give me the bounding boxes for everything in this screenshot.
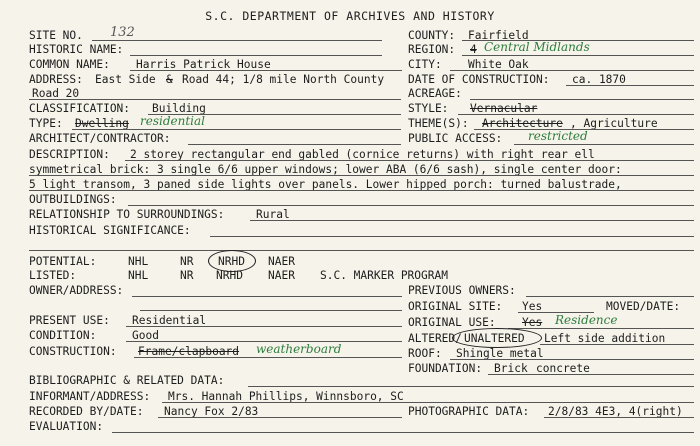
city-value: White Oak: [468, 58, 529, 71]
owner-address-line-2: [140, 310, 402, 311]
historical-significance-line-1: [210, 236, 694, 237]
card-header: S.C. DEPARTMENT OF ARCHIVES AND HISTORY: [205, 9, 495, 23]
style-line: [458, 114, 694, 115]
relationship-value: Rural: [256, 208, 290, 221]
region-hand-value: Central Midlands: [484, 40, 590, 54]
construction-struck-value: Frame/clapboard: [138, 345, 240, 358]
description-line-2: symmetrical brick: 3 single 6/6 upper windows; lower ABA (6/6 sash), single center door:: [29, 163, 622, 176]
foundation-label: FOUNDATION:: [408, 362, 483, 375]
construction-label: CONSTRUCTION:: [29, 345, 117, 358]
owner-address-label: OWNER/ADDRESS:: [29, 284, 124, 297]
sc-marker-label: S.C. MARKER PROGRAM: [320, 269, 448, 282]
site-no-line: [92, 40, 382, 41]
potential-nrhd: NRHD: [218, 255, 245, 268]
description-rule-2: [29, 175, 694, 176]
potential-label: POTENTIAL:: [29, 255, 97, 268]
outbuildings-line: [128, 205, 694, 206]
original-use-struck-value: Yes: [522, 316, 543, 329]
photographic-data-label: PHOTOGRAPHIC DATA:: [408, 405, 530, 418]
evaluation-line: [112, 432, 694, 433]
address-amp: &: [166, 73, 173, 86]
roof-label: ROOF:: [408, 347, 442, 360]
present-use-value: Residential: [132, 314, 207, 327]
potential-nr: NR: [180, 255, 194, 268]
listed-label: LISTED:: [29, 269, 77, 282]
original-use-line: [508, 328, 694, 329]
common-name-value: Harris Patrick House: [136, 58, 271, 71]
listed-naer: NAER: [268, 269, 295, 282]
condition-label: CONDITION:: [29, 329, 97, 342]
style-label: STYLE:: [408, 102, 449, 115]
historic-name-label: HISTORIC NAME:: [29, 43, 124, 56]
potential-naer: NAER: [268, 255, 295, 268]
region-struck-value: 4: [470, 43, 477, 56]
present-use-label: PRESENT USE:: [29, 314, 110, 327]
roof-value: Shingle metal: [456, 347, 544, 360]
listed-nr: NR: [180, 269, 194, 282]
type-hand-value: residential: [140, 114, 205, 128]
public-access-hand-value: restricted: [528, 129, 588, 143]
region-line: [462, 55, 694, 56]
relationship-label: RELATIONSHIP TO SURROUNDINGS:: [29, 208, 225, 221]
common-name-line: [130, 70, 402, 71]
style-struck-value: Vernacular: [470, 102, 538, 115]
type-struck-value: Dwelling: [75, 117, 129, 130]
region-label: REGION:: [408, 43, 456, 56]
description-label: DESCRIPTION:: [29, 148, 110, 161]
construction-line: [134, 357, 402, 358]
type-label: TYPE:: [29, 117, 63, 130]
photographic-data-line: [544, 417, 694, 418]
previous-owners-label: PREVIOUS OWNERS:: [408, 284, 516, 297]
original-use-hand-value: Residence: [555, 313, 618, 327]
moved-date-label: MOVED/DATE:: [606, 300, 681, 313]
address-line2-rule: [29, 99, 401, 100]
common-name-label: COMMON NAME:: [29, 58, 110, 71]
altered-prefix-label: ALTERED/: [408, 332, 462, 345]
foundation-value-b: concrete: [536, 362, 590, 375]
present-use-line: [126, 326, 402, 327]
date-construction-label: DATE OF CONSTRUCTION:: [408, 73, 550, 86]
type-line: [72, 129, 401, 130]
classification-value: Building: [152, 102, 206, 115]
themes-struck-value: Architecture: [482, 117, 563, 130]
bibliographic-label: BIBLIOGRAPHIC & RELATED DATA:: [29, 374, 225, 387]
date-construction-value: ca. 1870: [572, 73, 626, 86]
owner-address-line-1: [132, 296, 402, 297]
relationship-line: [250, 220, 694, 221]
description-rule-1: [125, 160, 694, 161]
condition-value: Good: [132, 329, 159, 342]
foundation-value-a: Brick: [494, 362, 528, 375]
original-site-value: Yes: [522, 300, 543, 313]
evaluation-label: EVALUATION:: [29, 420, 104, 433]
informant-label: INFORMANT/ADDRESS:: [29, 390, 151, 403]
recorded-by-value: Nancy Fox 2/83: [164, 405, 259, 418]
potential-nhl: NHL: [128, 255, 149, 268]
historical-significance-line-2: [29, 250, 694, 251]
address-label: ADDRESS:: [29, 73, 83, 86]
construction-hand-value: weatherboard: [256, 342, 342, 356]
original-use-label: ORIGINAL USE:: [408, 316, 496, 329]
informant-value: Mrs. Hannah Phillips, Winnsboro, SC: [168, 390, 404, 403]
acreage-line: [470, 99, 694, 100]
city-label: CITY:: [408, 58, 442, 71]
themes-value: , Agriculture: [570, 117, 658, 130]
foundation-line: [488, 374, 694, 375]
recorded-by-label: RECORDED BY/DATE:: [29, 405, 144, 418]
address-value-a: East Side: [95, 73, 156, 86]
acreage-label: ACREAGE:: [408, 87, 462, 100]
unaltered-label: UNALTERED: [464, 332, 525, 345]
outbuildings-label: OUTBUILDINGS:: [29, 193, 117, 206]
original-site-label: ORIGINAL SITE:: [408, 300, 503, 313]
photographic-data-value: 2/8/83 4E3, 4(right): [548, 405, 683, 418]
date-construction-line: [566, 85, 694, 86]
description-line-3: 5 light transom, 3 paned side lights over panels. Lower hipped porch: turned balustrade,: [29, 178, 622, 191]
historical-significance-label: HISTORICAL SIGNIFICANCE:: [29, 224, 191, 237]
architect-line: [188, 144, 401, 145]
public-access-label: PUBLIC ACCESS:: [408, 132, 503, 145]
listed-nrhd: NRHD: [216, 269, 243, 282]
informant-line: [162, 402, 694, 403]
description-line-1: 2 storey rectangular end gabled (cornice returns) with right rear ell: [130, 148, 595, 161]
county-value: Fairfield: [468, 29, 529, 42]
site-no-value: 132: [110, 25, 135, 40]
recorded-by-line: [158, 417, 402, 418]
architect-label: ARCHITECT/CONTRACTOR:: [29, 132, 171, 145]
site-no-label: SITE NO.: [29, 29, 83, 42]
address-value-b: Road 44; 1/8 mile North County: [182, 73, 385, 86]
description-rule-3: [29, 190, 694, 191]
historic-name-line: [130, 55, 382, 56]
city-line: [450, 70, 694, 71]
altered-value: Left side addition: [544, 332, 666, 345]
county-label: COUNTY:: [408, 29, 456, 42]
public-access-line: [514, 144, 694, 145]
address-value-line2: Road 20: [32, 87, 80, 100]
altered-line: [540, 344, 694, 345]
roof-line: [450, 359, 694, 360]
bibliographic-line: [248, 386, 694, 387]
altered-circle-mark: [452, 328, 542, 348]
themes-label: THEME(S):: [408, 117, 469, 130]
classification-label: CLASSIFICATION:: [29, 102, 131, 115]
previous-owners-line: [526, 296, 694, 297]
listed-nhl: NHL: [128, 269, 149, 282]
